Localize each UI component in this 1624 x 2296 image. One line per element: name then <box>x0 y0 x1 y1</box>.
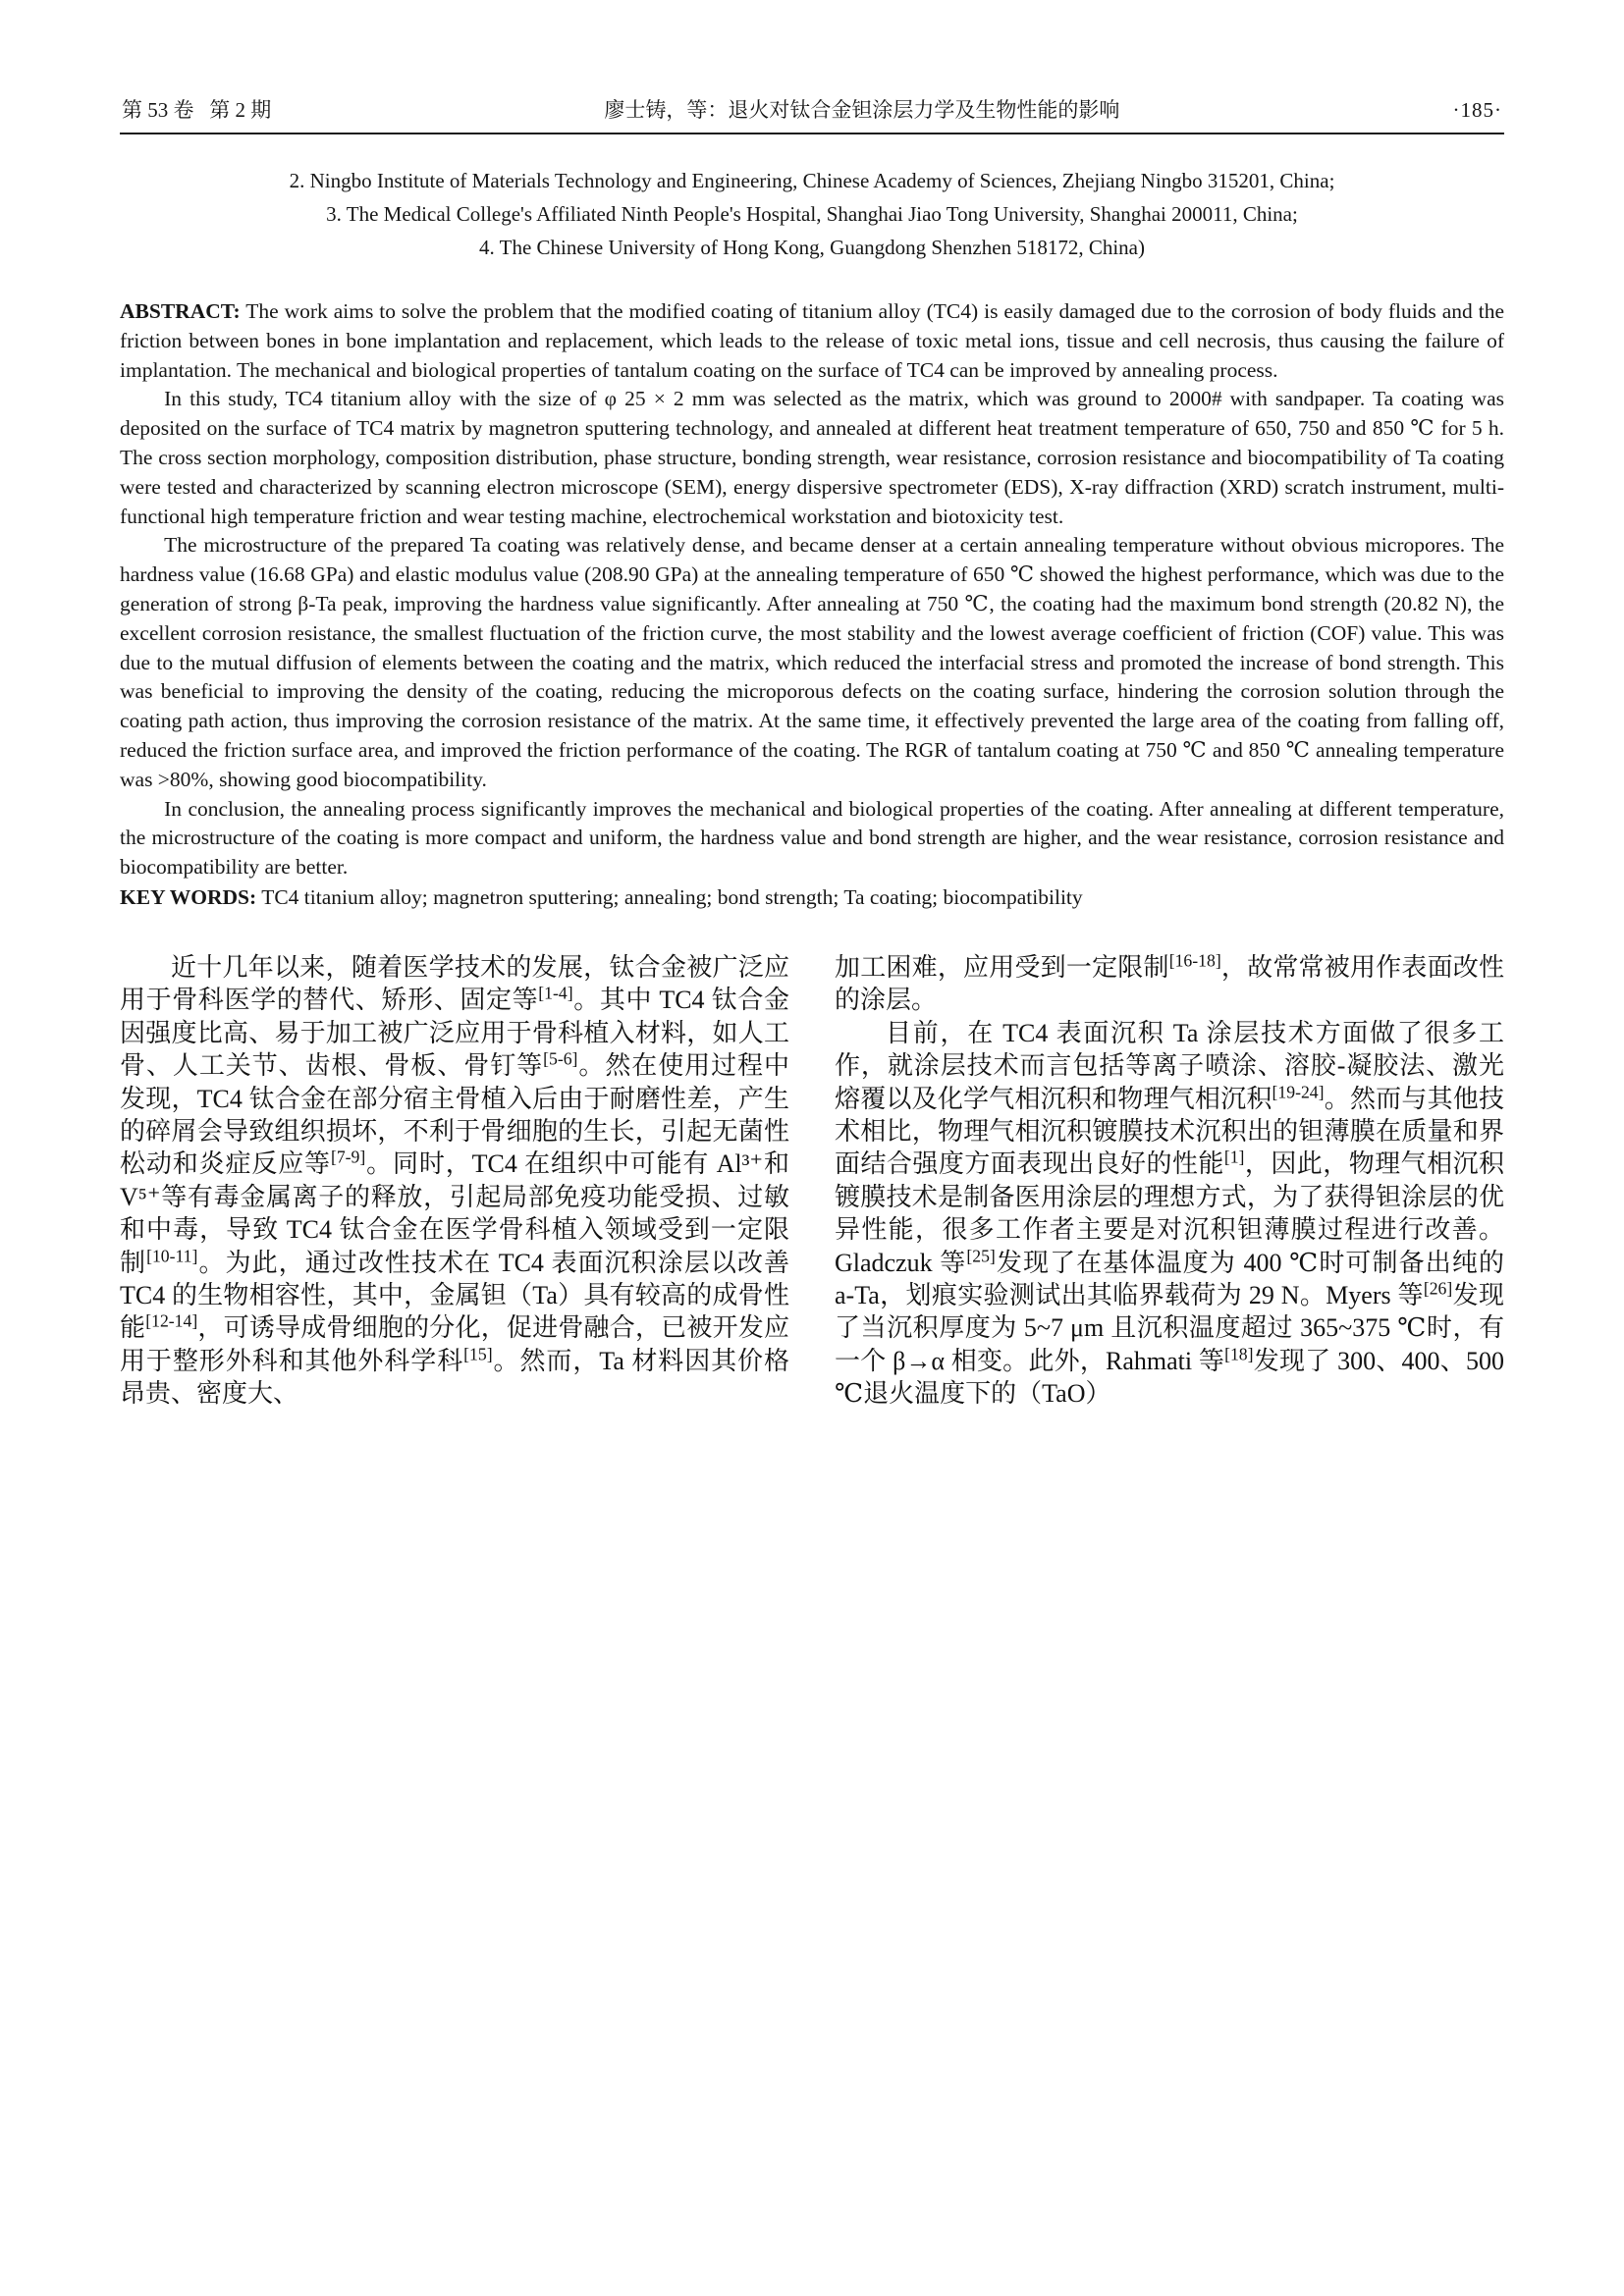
issue-info: 第 53 卷 第 2 期 <box>122 98 272 122</box>
abstract-paragraph: In conclusion, the annealing process significantly improves the mechanical and biological properties of the coating. After annealing at different temperature, the microstructure of the coating is more compact and uniform, the hardness value and bond strength are higher, and the wear resistance, corrosion resistance and biocompatibility are better. <box>120 796 1504 880</box>
body-paragraph-continuation: 加工困难，应用受到一定限制[16-18]，故常常被用作表面改性的涂层。 <box>835 950 1504 1015</box>
page-number: ·185· <box>1452 98 1502 122</box>
keywords-text: TC4 titanium alloy; magnetron sputtering; annealing; bond strength; Ta coating; biocompatibility <box>261 884 1083 909</box>
keywords-line <box>120 882 1504 912</box>
left-column <box>120 951 789 1411</box>
running-header <box>120 94 1504 134</box>
abstract-lead-text: The work aims to solve the problem that the modified coating of titanium alloy (TC4) is easily damaged due to the corrosion of body fluids and the friction between bones in bone implantation and replacement, which leads to the release of toxic metal ions, tissue and cell necrosis, thus causing the failure of implantation. The mechanical and biological properties of tantalum coating on the surface of TC4 can be improved by annealing process. <box>120 299 1504 382</box>
body-paragraph: 目前，在 TC4 表面沉积 Ta 涂层技术方面做了很多工作，就涂层技术而言包括等离子喷涂、溶胶-凝胶法、激光熔覆以及化学气相沉积和物理气相沉积[19-24]。然而与其他技术相比，物理气相沉积镀膜技术沉积出的钽薄膜在质量和界面结合强度方面表现出良好的性能[1]，因此，物理气相沉积镀膜技术是制备医用涂层的理想方式，为了获得钽涂层的优异性能，很多工作者主要是对沉积钽薄膜过程进行改善。Gladczuk 等[25]发现了在基体温度为 400 ℃时可制备出纯的 a-Ta，划痕实验测试出其临界载荷为 29 N。Myers 等[26]发现了当沉积厚度为 5~7 μm 且沉积温度超过 365~375 ℃时，有一个 β→α 相变。此外，Rahmati 等[18]发现了 300、400、500 ℃退火温度下的（TaO） <box>835 1018 1504 1409</box>
body-columns <box>120 951 1504 1411</box>
affiliations-block <box>120 164 1504 264</box>
abstract-section <box>120 297 1504 912</box>
affiliation-line: 2. Ningbo Institute of Materials Technology and Engineering, Chinese Academy of Sciences, Zhejiang Ningbo 315201, China; <box>289 169 1335 192</box>
affiliation-line: 3. The Medical College's Affiliated Ninth People's Hospital, Shanghai Jiao Tong University, Shanghai 200011, China; <box>326 202 1298 226</box>
abstract-lead-paragraph <box>120 297 1504 385</box>
abstract-paragraph: In this study, TC4 titanium alloy with the size of φ 25 × 2 mm was selected as the matrix, which was ground to 2000# with sandpaper. Ta coating was deposited on the surface of TC4 matrix by magnetron sputtering technology, and annealed at different heat treatment temperature of 650, 750 and 850 ℃ for 5 h. The cross section morphology, composition distribution, phase structure, bonding strength, wear resistance, corrosion resistance and biocompatibility of Ta coating were tested and characterized by scanning electron microscope (SEM), energy dispersive spectrometer (EDS), X-ray diffraction (XRD) scratch instrument, multi-functional high temperature friction and wear testing machine, electrochemical workstation and biotoxicity test. <box>120 387 1504 528</box>
abstract-paragraph: The microstructure of the prepared Ta coating was relatively dense, and became denser at a certain annealing temperature without obvious micropores. The hardness value (16.68 GPa) and elastic modulus value (208.90 GPa) at the annealing temperature of 650 ℃ showed the highest performance, which was due to the generation of strong β-Ta peak, improving the hardness value significantly. After annealing at 750 ℃, the coating had the maximum bond strength (20.82 N), the excellent corrosion resistance, the smallest fluctuation of the friction curve, the most stability and the lowest average coefficient of friction (COF) value. This was due to the mutual diffusion of elements between the coating and the matrix, which reduced the interfacial stress and promoted the increase of bond strength. This was beneficial to improving the density of the coating, reducing the microporous defects on the coating surface, hindering the corrosion solution through the coating path action, thus improving the corrosion resistance of the matrix. At the same time, it effectively prevented the large area of the coating from falling off, reduced the friction surface area, and improved the friction performance of the coating. The RGR of tantalum coating at 750 ℃ and 850 ℃ annealing temperature was >80%, showing good biocompatibility. <box>120 533 1504 791</box>
affiliation-line: 4. The Chinese University of Hong Kong, Guangdong Shenzhen 518172, China) <box>479 236 1145 259</box>
keywords-label: KEY WORDS: <box>120 884 257 909</box>
running-title: 廖士铸，等：退火对钛合金钽涂层力学及生物性能的影响 <box>604 98 1120 122</box>
right-column <box>835 951 1504 1411</box>
abstract-label: ABSTRACT: <box>120 299 241 323</box>
body-paragraph: 近十几年以来，随着医学技术的发展，钛合金被广泛应用于骨科医学的替代、矫形、固定等[1-4]。其中 TC4 钛合金因强度比高、易于加工被广泛应用于骨科植入材料，如人工骨、人工关节、齿根、骨板、骨钉等[5-6]。然在使用过程中发现，TC4 钛合金在部分宿主骨植入后由于耐磨性差，产生的碎屑会导致组织损坏，不利于骨细胞的生长，引起无菌性松动和炎症反应等[7-9]。同时，TC4 在组织中可能有 Al³⁺和 V⁵⁺等有毒金属离子的释放，引起局部免疫功能受损、过敏和中毒，导致 TC4 钛合金在医学骨科植入领域受到一定限制[10-11]。为此，通过改性技术在 TC4 表面沉积涂层以改善 TC4 的生物相容性，其中，金属钽（Ta）具有较高的成骨性能[12-14]，可诱导成骨细胞的分化，促进骨融合，已被开发应用于整形外科和其他外科学科[15]。然而，Ta 材料因其价格昂贵、密度大、 <box>120 952 789 1409</box>
